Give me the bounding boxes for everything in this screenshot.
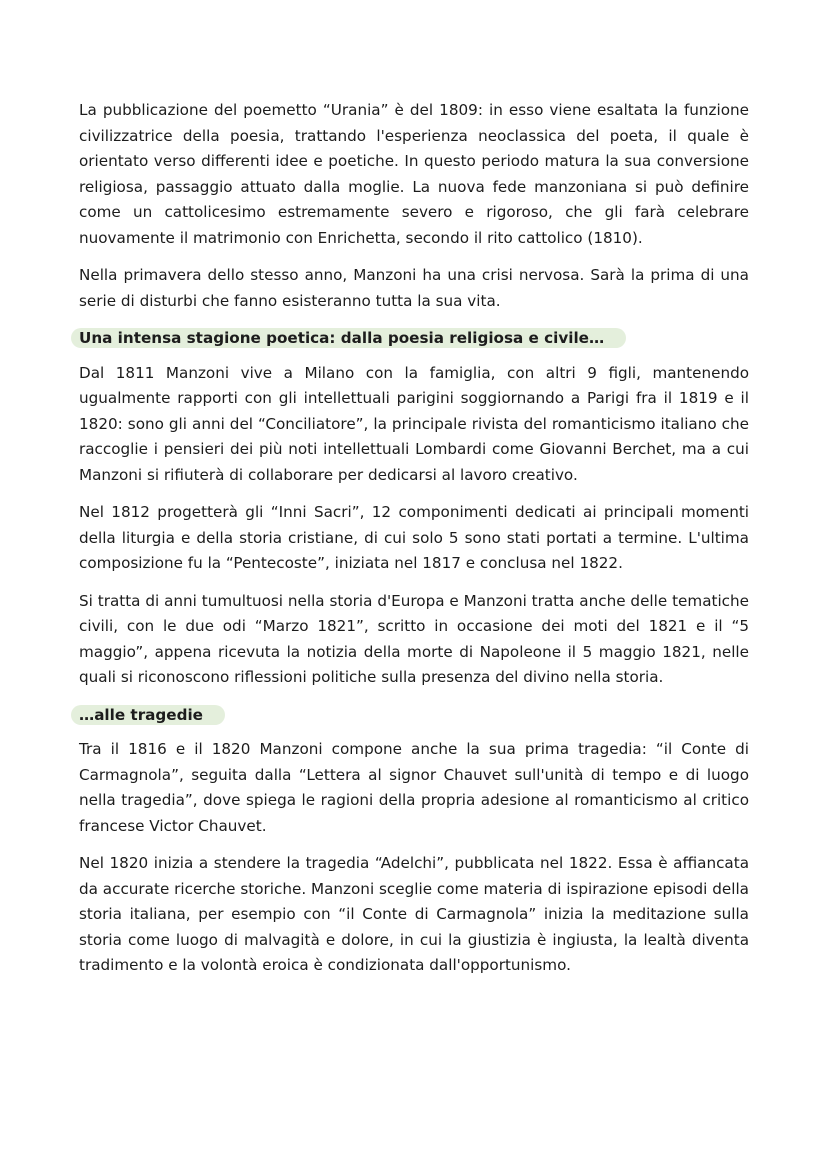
section-heading-tragedie-wrapper [71,703,749,729]
paragraph-odi-civili: Si tratta di anni tumultuosi nella storia d'Europa e Manzoni tratta anche delle tematiche civili, con le due odi “Marzo 1821”, scritto in occasione dei moti del 1821 e il “5 maggio”, appena ricevuta la notizia della morte di Napoleone il 5 maggio 1821, nelle quali si riconoscono riflessioni politiche sulla presenza del divino nella storia. [79,591,749,686]
section-heading-poetica: Una intensa stagione poetica: dalla poesia religiosa e civile… [71,328,626,348]
paragraph-crisi-nervosa: Nella primavera dello stesso anno, Manzoni ha una crisi nervosa. Sarà la prima di una serie di disturbi che fanno esisteranno tutta la sua vita. [79,266,749,310]
paragraph-urania: La pubblicazione del poemetto “Urania” è del 1809: in esso viene esaltata la funzione civilizzatrice della poesia, trattando l'esperienza neoclassica del poeta, il quale è orientato verso differenti idee e poetiche. In questo periodo matura la sua conversione religiosa, passaggio attuato dalla moglie. La nuova fede manzoniana si può definire come un cattolicesimo estremamente severo e rigoroso, che gli farà celebrare nuovamente il matrimonio con Enrichetta, secondo il rito cattolico (1810). [79,101,749,247]
paragraph-adelchi: Nel 1820 inizia a stendere la tragedia “Adelchi”, pubblicata nel 1822. Essa è affiancata da accurate ricerche storiche. Manzoni sceglie come materia di ispirazione episodi della storia italiana, per esempio con “il Conte di Carmagnola” inizia la meditazione sulla storia come luogo di malvagità e dolore, in cui la giustizia è ingiusta, la lealtà diventa tradimento e la volontà eroica è condizionata dall'opportunismo. [79,854,749,974]
paragraph-milano: Dal 1811 Manzoni vive a Milano con la famiglia, con altri 9 figli, mantenendo ugualmente rapporti con gli intellettuali parigini soggiornando a Parigi fra il 1819 e il 1820: sono gli anni del “Conciliatore”, la principale rivista del romanticismo italiano che raccoglie i pensieri dei più noti intellettuali Lombardi come Giovanni Berchet, ma a cui Manzoni si rifiuterà di collaborare per dedicarsi al lavoro creativo. [79,363,749,484]
section-heading-poetica-wrapper [71,326,749,352]
document-page [79,98,749,991]
section-heading-tragedie: …alle tragedie [71,705,225,725]
paragraph-carmagnola: Tra il 1816 e il 1820 Manzoni compone anche la sua prima tragedia: “il Conte di Carmagnola”, seguita dalla “Lettera al signor Chauvet sull'unità di tempo e di luogo nella tragedia”, dove spiega le ragioni della propria adesione al romanticismo al critico francese Victor Chauvet. [79,740,749,835]
paragraph-inni-sacri: Nel 1812 progetterà gli “Inni Sacri”, 12 componimenti dedicati ai principali momenti della liturgia e della storia cristiane, di cui solo 5 sono stati portati a termine. L'ultima composizione fu la “Pentecoste”, iniziata nel 1817 e conclusa nel 1822. [79,503,749,572]
